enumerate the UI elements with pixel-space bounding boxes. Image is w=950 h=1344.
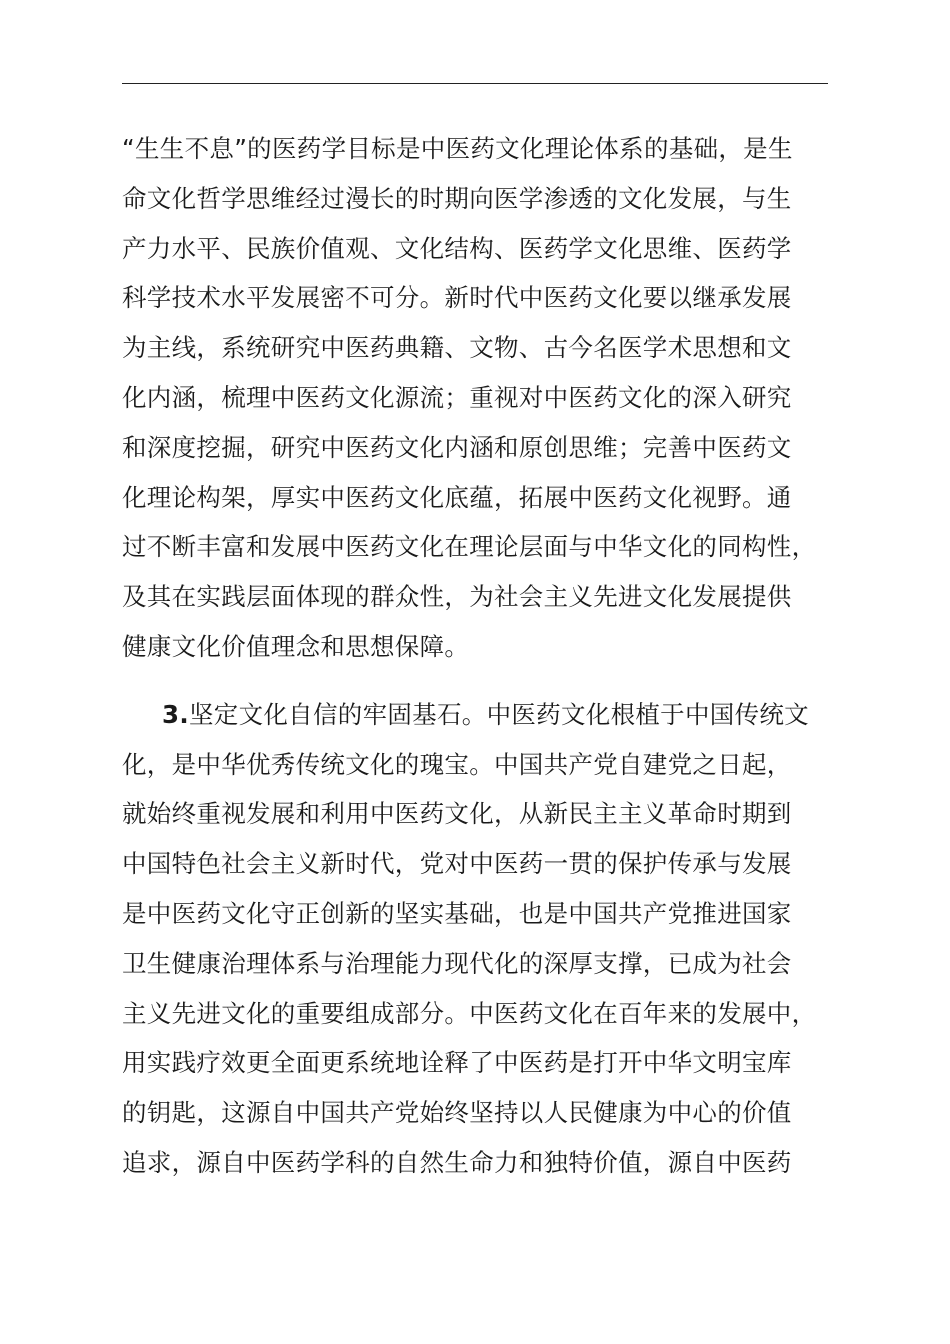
paragraph-1 xyxy=(122,124,882,672)
text-line: 和深度挖掘，研究中医药文化内涵和原创思维；完善中医药文 xyxy=(122,432,792,462)
text-line: 化内涵，梳理中医药文化源流；重视对中医药文化的深入研究 xyxy=(122,382,792,412)
text-line: “生生不息”的医药学目标是中医药文化理论体系的基础，是生 xyxy=(122,134,793,163)
text-line: 就始终重视发展和利用中医药文化，从新民主主义革命时期到 xyxy=(122,799,792,829)
text-line: 是中医药文化守正创新的坚实基础，也是中国共产党推进国家 xyxy=(122,898,792,928)
text-line: 产力水平、民族价值观、文化结构、医药学文化思维、医药学 xyxy=(122,233,792,263)
text-line: 为主线，系统研究中医药典籍、文物、古今名医学术思想和文 xyxy=(122,333,792,363)
text-line: 命文化哲学思维经过漫长的时期向医学渗透的文化发展，与生 xyxy=(122,183,792,213)
text-line: 的钥匙，这源自中国共产党始终坚持以人民健康为中心的价值 xyxy=(122,1098,792,1128)
text-line: 主义先进文化的重要组成部分。中医药文化在百年来的发展中， xyxy=(122,998,817,1028)
text-line: 化，是中华优秀传统文化的瑰宝。中国共产党自建党之日起， xyxy=(122,749,792,779)
text-line: 中国特色社会主义新时代，党对中医药一贯的保护传承与发展 xyxy=(122,849,792,879)
section-number: 3. xyxy=(162,699,189,729)
text-line-first xyxy=(122,690,882,740)
text-line: 及其在实践层面体现的群众性，为社会主义先进文化发展提供 xyxy=(122,582,792,612)
text-line: 追求，源自中医药学科的自然生命力和独特价值，源自中医药 xyxy=(122,1147,792,1177)
paragraph-gap xyxy=(122,672,882,690)
header-rule xyxy=(122,83,828,84)
section-heading-text: 坚定文化自信的牢固基石。中医药文化根植于中国传统文 xyxy=(188,699,809,729)
text-line: 过不断丰富和发展中医药文化在理论层面与中华文化的同构性， xyxy=(122,532,817,562)
text-line: 科学技术水平发展密不可分。新时代中医药文化要以继承发展 xyxy=(122,283,792,313)
text-line: 卫生健康治理体系与治理能力现代化的深厚支撑，已成为社会 xyxy=(122,948,792,978)
text-line: 用实践疗效更全面更系统地诠释了中医药是打开中华文明宝库 xyxy=(122,1048,792,1078)
text-line: 化理论构架，厚实中医药文化底蕴，拓展中医药文化视野。通 xyxy=(122,482,792,512)
text-line: 健康文化价值理念和思想保障。 xyxy=(122,631,470,661)
body-text xyxy=(122,124,882,1188)
paragraph-2 xyxy=(122,690,882,1188)
